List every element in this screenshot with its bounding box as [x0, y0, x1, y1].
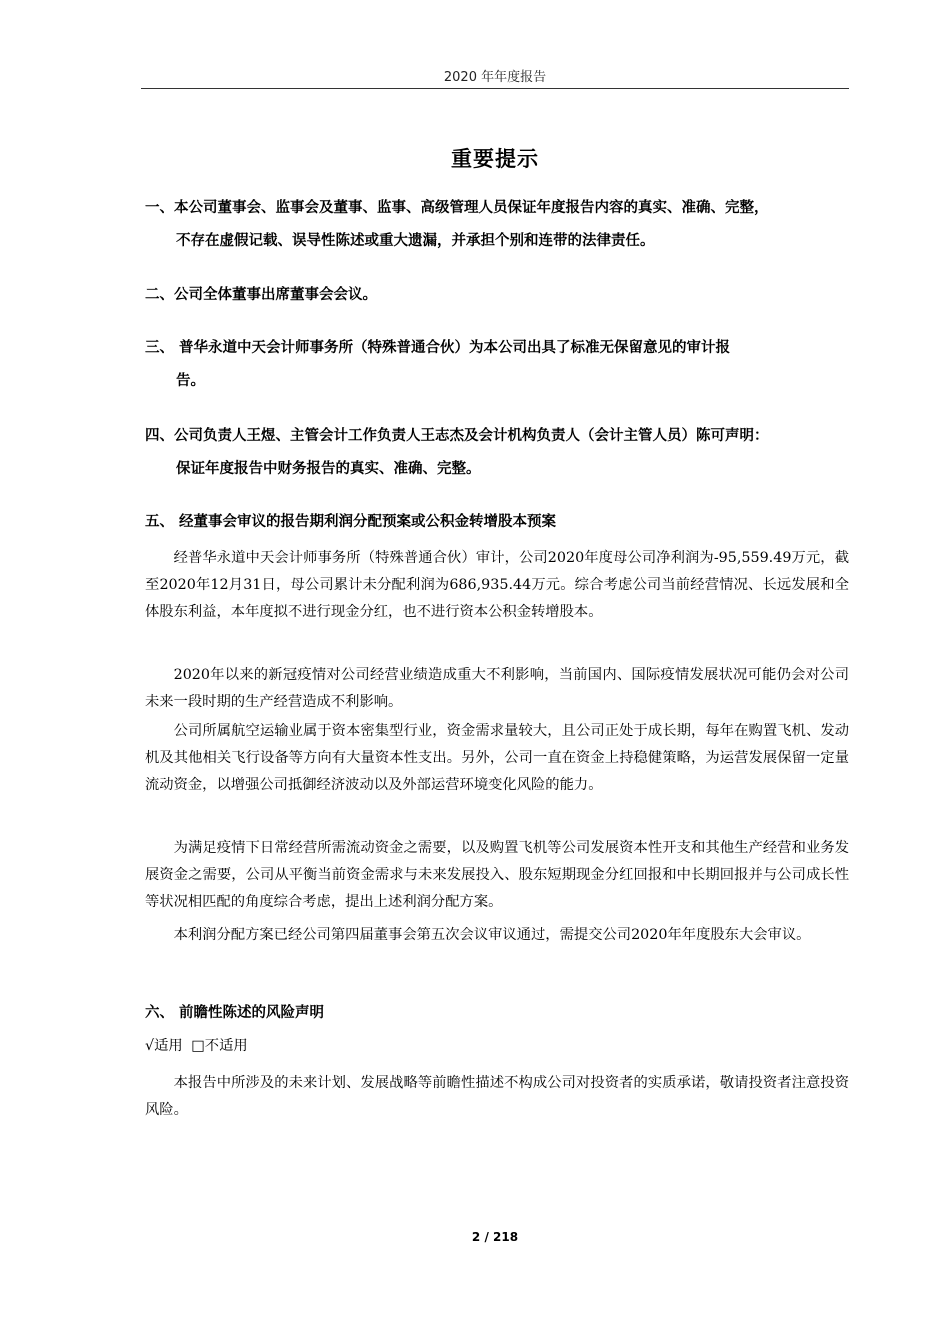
item-line: 告。: [176, 373, 205, 389]
item-line: 保证年度报告中财务报告的真实、准确、完整。: [176, 461, 481, 477]
item-line: 公司全体董事出席董事会会议。: [174, 287, 377, 303]
applicability-row: [145, 1035, 252, 1055]
notice-item-5: [145, 506, 857, 539]
applicable-checkbox[interactable]: √适用: [145, 1038, 183, 1054]
section5-paragraph-2: 2020年以来的新冠疫情对公司经营业绩造成重大不利影响，当前国内、国际疫情发展状况可能仍会对公司未来一段时期的生产经营造成不利影响。: [145, 667, 849, 710]
notice-item-4: [145, 420, 857, 486]
not-applicable-checkbox[interactable]: □不适用: [191, 1038, 248, 1054]
section5-paragraph-1: 经普华永道中天会计师事务所（特殊普通合伙）审计，公司2020年度母公司净利润为-95,559.49万元，截至2020年12月31日，母公司累计未分配利润为686,935.44万元。综合考虑公司当前经营情况、长远发展和全体股东利益，本年度拟不进行现金分红，也不进行资本公积金转增股本。: [145, 550, 849, 620]
item-line: 不存在虚假记载、误导性陈述或重大遗漏，并承担个别和连带的法律责任。: [176, 233, 655, 249]
item-number: 一、: [145, 200, 174, 216]
section5-paragraph-3: 公司所属航空运输业属于资本密集型行业，资金需求量较大，且公司正处于成长期，每年在购置飞机、发动机及其他相关飞行设备等方向有大量资本性支出。另外，公司一直在资金上持稳健策略，为运营发展保留一定量流动资金，以增强公司抵御经济波动以及外部运营环境变化风险的能力。: [145, 723, 849, 793]
item-number: 六、: [145, 1005, 174, 1021]
item-number: 三、: [145, 340, 174, 356]
item-line: 经董事会审议的报告期利润分配预案或公积金转增股本预案: [174, 514, 557, 530]
notice-item-3: [145, 332, 857, 398]
item-number: 四、: [145, 428, 174, 444]
page-number: 2 / 218: [471, 1230, 519, 1244]
notice-item-6: [145, 997, 857, 1030]
item-line: 普华永道中天会计师事务所（特殊普通合伙）为本公司出具了标准无保留意见的审计报: [174, 340, 731, 356]
notice-item-2: [145, 279, 857, 312]
section5-paragraph-4: 为满足疫情下日常经营所需流动资金之需要，以及购置飞机等公司发展资本性开支和其他生产经营和业务发展资金之需要，公司从平衡当前资金需求与未来发展投入、股东短期现金分红回报和中长期回报并与公司成长性等状况相匹配的角度综合考虑，提出上述利润分配方案。: [145, 840, 849, 910]
notice-item-1: [145, 192, 857, 258]
section6-paragraph: 本报告中所涉及的未来计划、发展战略等前瞻性描述不构成公司对投资者的实质承诺，敬请投资者注意投资风险。: [145, 1075, 849, 1118]
item-line: 前瞻性陈述的风险声明: [174, 1005, 325, 1021]
item-line: 公司负责人王煜、主管会计工作负责人王志杰及会计机构负责人（会计主管人员）陈可声明：: [174, 428, 769, 444]
item-number: 二、: [145, 287, 174, 303]
page-title: 重要提示: [451, 147, 539, 171]
header-rule: [141, 88, 849, 89]
running-header: 2020 年年度报告: [443, 70, 547, 85]
item-line: 本公司董事会、监事会及董事、监事、高级管理人员保证年度报告内容的真实、准确、完整，: [174, 200, 769, 216]
item-number: 五、: [145, 514, 174, 530]
section5-paragraph-5: 本利润分配方案已经公司第四届董事会第五次会议审议通过，需提交公司2020年年度股东大会审议。: [173, 927, 811, 943]
